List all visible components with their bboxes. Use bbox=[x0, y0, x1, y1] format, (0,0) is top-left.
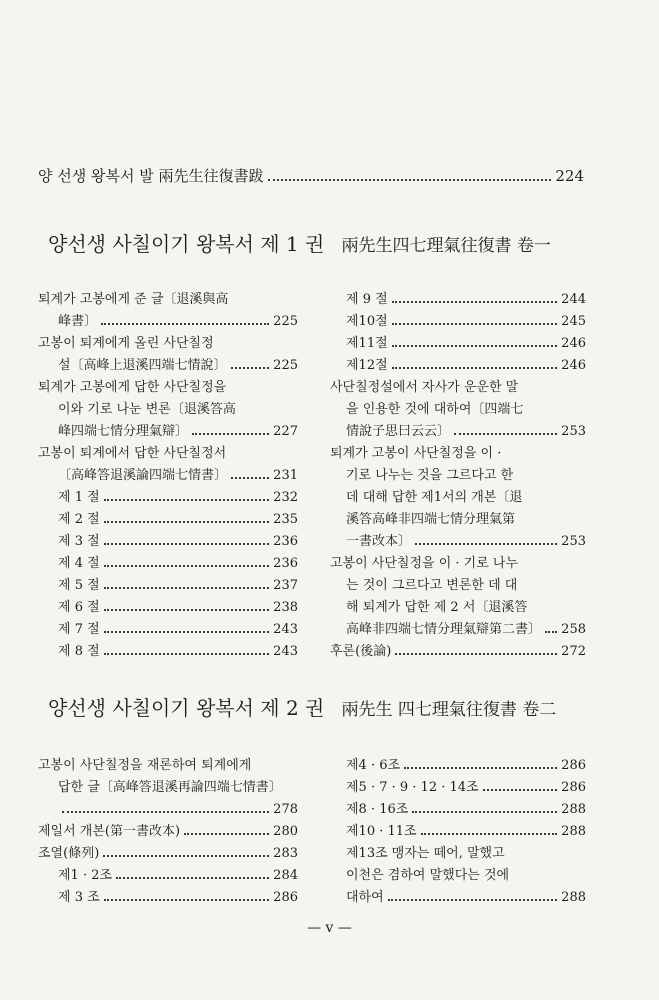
toc-section-entry bbox=[58, 532, 298, 552]
leader-dots bbox=[483, 789, 558, 791]
entry-page: 278 bbox=[273, 802, 298, 817]
leader-dots bbox=[395, 653, 557, 655]
toc-entry-line bbox=[346, 620, 586, 640]
entry-page: 237 bbox=[273, 578, 298, 593]
entry-page: 286 bbox=[561, 780, 586, 795]
toc-entry-line: 溪答高峰非四端七情分理氣第 bbox=[346, 512, 516, 527]
toc-entry-line: 사단칠정설에서 자사가 운운한 말 bbox=[330, 380, 519, 395]
toc-entry-line: 는 것이 그르다고 변론한 데 대 bbox=[346, 578, 518, 593]
toc-entry-line: 을 인용한 것에 대하여〔四端七 bbox=[346, 402, 524, 417]
volume-1-heading-cn: 兩先生四七理氣往復書 卷一 bbox=[341, 236, 551, 256]
toc-entry-line: 퇴계가 고봉에게 답한 사단칠정을 bbox=[38, 380, 227, 395]
toc-section-entry bbox=[346, 312, 586, 332]
entry-page: 225 bbox=[273, 358, 298, 373]
toc-entry-line bbox=[58, 356, 298, 376]
toc-section-entry bbox=[346, 800, 586, 820]
entry-page: 232 bbox=[273, 490, 298, 505]
toc-entry-line: 퇴계가 고봉이 사단칠정을 이 · bbox=[330, 446, 502, 461]
entry-page: 236 bbox=[273, 534, 298, 549]
entry-label: 제 6 절 bbox=[58, 600, 100, 615]
entry-label: 제10 · 11조 bbox=[346, 824, 417, 839]
entry-label: 조열(條列) bbox=[38, 846, 100, 861]
toc-entry-line bbox=[58, 422, 298, 442]
entry-label: 제5 · 7 · 9 · 12 · 14조 bbox=[346, 780, 479, 795]
entry-label: 제 9 절 bbox=[346, 292, 388, 307]
toc-entry-line: 답한 글〔高峰答退溪再論四端七情書〕 bbox=[58, 780, 282, 795]
toc-entry-preface bbox=[38, 165, 584, 187]
volume-2-heading bbox=[48, 692, 556, 721]
entry-page: 286 bbox=[273, 890, 298, 905]
leader-dots bbox=[62, 811, 269, 813]
leader-dots bbox=[103, 855, 269, 857]
toc-entry-line: 고봉이 사단칠정을 이 · 기로 나누 bbox=[330, 556, 519, 571]
entry-label: 峰四端七情分理氣辯〕 bbox=[58, 424, 189, 439]
entry-label: 제1 · 2조 bbox=[58, 868, 113, 883]
entry-page: 283 bbox=[273, 846, 298, 861]
toc-entry-line bbox=[346, 888, 586, 908]
entry-label: 제 2 절 bbox=[58, 512, 100, 527]
entry-page: 225 bbox=[273, 314, 298, 329]
entry-label: 제일서 개본(第一書改本) bbox=[38, 824, 181, 839]
entry-label: 제11절 bbox=[346, 336, 388, 351]
toc-section-entry bbox=[58, 888, 298, 908]
leader-dots bbox=[392, 323, 558, 325]
toc-section-entry bbox=[58, 866, 298, 886]
entry-label: 情說子思曰云云〕 bbox=[346, 424, 451, 439]
leader-dots bbox=[104, 499, 270, 501]
entry-page: 246 bbox=[561, 358, 586, 373]
toc-section-entry bbox=[58, 620, 298, 640]
toc-entry-line bbox=[58, 466, 298, 486]
leader-dots bbox=[412, 811, 557, 813]
entry-label: 高峰非四端七情分理氣辯第二書〕 bbox=[346, 622, 542, 637]
toc-section-entry bbox=[58, 510, 298, 530]
entry-page: 227 bbox=[273, 424, 298, 439]
entry-label: 一書改本〕 bbox=[346, 534, 412, 549]
leader-dots bbox=[392, 301, 558, 303]
entry-page: 231 bbox=[273, 468, 298, 483]
entry-page: 224 bbox=[555, 167, 584, 185]
toc-section-entry bbox=[58, 488, 298, 508]
leader-dots bbox=[545, 631, 557, 633]
toc-section-entry bbox=[346, 356, 586, 376]
leader-dots bbox=[454, 433, 557, 435]
leader-dots bbox=[104, 899, 270, 901]
volume-1-heading bbox=[48, 228, 551, 257]
toc-entry-line: 고봉이 사단칠정을 재론하여 퇴계에게 bbox=[38, 758, 252, 773]
toc-entry-line bbox=[58, 312, 298, 332]
entry-label: 〔高峰答退溪論四端七情書〕 bbox=[58, 468, 228, 483]
leader-dots bbox=[415, 543, 557, 545]
entry-label: 제 3 절 bbox=[58, 534, 100, 549]
entry-label: 제8 · 16조 bbox=[346, 802, 409, 817]
leader-dots bbox=[104, 653, 270, 655]
volume-2-heading-cn: 兩先生 四七理氣往復書 卷二 bbox=[341, 700, 557, 720]
leader-dots bbox=[104, 631, 270, 633]
entry-page: 246 bbox=[561, 336, 586, 351]
entry-label: 제 3 조 bbox=[58, 890, 100, 905]
entry-label: 제4 · 6조 bbox=[346, 758, 401, 773]
leader-dots bbox=[116, 877, 269, 879]
toc-entry-line bbox=[38, 844, 298, 864]
entry-page: 235 bbox=[273, 512, 298, 527]
entry-page: 272 bbox=[561, 644, 586, 659]
toc-section-entry bbox=[58, 598, 298, 618]
entry-label: 제 4 절 bbox=[58, 556, 100, 571]
leader-dots bbox=[104, 543, 270, 545]
leader-dots bbox=[104, 565, 270, 567]
toc-entry-line bbox=[38, 822, 298, 842]
entry-page: 288 bbox=[561, 802, 586, 817]
toc-entry-line: 해 퇴계가 답한 제 2 서〔退溪答 bbox=[346, 600, 528, 615]
toc-section-entry bbox=[58, 642, 298, 662]
toc-entry-line: 퇴계가 고봉에게 준 글〔退溪與高 bbox=[38, 292, 229, 307]
leader-dots bbox=[104, 521, 270, 523]
volume-1-heading-kr: 양선생 사칠이기 왕복서 제 1 권 bbox=[48, 232, 325, 256]
leader-dots bbox=[421, 833, 558, 835]
toc-section-entry bbox=[346, 756, 586, 776]
entry-label: 제10절 bbox=[346, 314, 388, 329]
entry-label: 양 선생 왕복서 발 兩先生往復書跋 bbox=[38, 167, 264, 185]
toc-entry-line: 데 대해 답한 제1서의 개본〔退 bbox=[346, 490, 523, 505]
toc-section-entry bbox=[58, 554, 298, 574]
entry-label: 제 7 절 bbox=[58, 622, 100, 637]
toc-entry-line: 이천은 겸하여 말했다는 것에 bbox=[346, 868, 510, 883]
entry-page: 245 bbox=[561, 314, 586, 329]
entry-page: 236 bbox=[273, 556, 298, 571]
toc-entry-line bbox=[346, 422, 586, 442]
entry-page: 258 bbox=[561, 622, 586, 637]
entry-page: 243 bbox=[273, 644, 298, 659]
leader-dots bbox=[104, 609, 270, 611]
leader-dots bbox=[388, 899, 557, 901]
leader-dots bbox=[404, 767, 557, 769]
entry-page: 280 bbox=[273, 824, 298, 839]
entry-page: 288 bbox=[561, 824, 586, 839]
leader-dots bbox=[231, 477, 269, 479]
entry-label: 제 1 절 bbox=[58, 490, 100, 505]
toc-section-entry bbox=[58, 576, 298, 596]
entry-page: 244 bbox=[561, 292, 586, 307]
entry-label: 제 5 절 bbox=[58, 578, 100, 593]
entry-label: 설〔高峰上退溪四端七情說〕 bbox=[58, 358, 227, 373]
toc-section-entry bbox=[346, 334, 586, 354]
entry-label: 제12절 bbox=[346, 358, 388, 373]
leader-dots bbox=[101, 323, 269, 325]
toc-entry-line: 제13조 맹자는 떼어, 말했고 bbox=[346, 846, 505, 861]
entry-page: 284 bbox=[273, 868, 298, 883]
entry-label: 후론(後論) bbox=[330, 644, 392, 659]
entry-page: 253 bbox=[561, 534, 586, 549]
entry-page: 238 bbox=[273, 600, 298, 615]
entry-page: 288 bbox=[561, 890, 586, 905]
toc-section-entry bbox=[346, 778, 586, 798]
leader-dots bbox=[392, 345, 558, 347]
leader-dots bbox=[104, 587, 270, 589]
entry-page: 286 bbox=[561, 758, 586, 773]
leader-dots bbox=[392, 367, 558, 369]
toc-section-entry bbox=[346, 822, 586, 842]
leader-dots bbox=[184, 833, 269, 835]
toc-section-entry bbox=[346, 290, 586, 310]
toc-entry-line: 이와 기로 나눈 변론〔退溪答高 bbox=[58, 402, 236, 417]
toc-entry-line bbox=[346, 532, 586, 552]
toc-entry-line: 고봉이 퇴계에서 답한 사단칠정서 bbox=[38, 446, 227, 461]
entry-page: 253 bbox=[561, 424, 586, 439]
toc-entry-line: 기로 나누는 것을 그르다고 한 bbox=[346, 468, 514, 483]
toc-entry-line: 고봉이 퇴계에게 올린 사단칠정 bbox=[38, 336, 214, 351]
page-number: — v — bbox=[307, 920, 352, 936]
entry-label: 제 8 절 bbox=[58, 644, 100, 659]
toc-entry-line bbox=[330, 642, 586, 662]
leader-dots bbox=[231, 367, 270, 369]
entry-page: 243 bbox=[273, 622, 298, 637]
entry-label: 대하여 bbox=[346, 890, 384, 905]
leader-dots bbox=[192, 433, 269, 435]
toc-entry-line bbox=[58, 800, 298, 820]
entry-label: 峰書〕 bbox=[58, 314, 98, 329]
volume-2-heading-kr: 양선생 사칠이기 왕복서 제 2 권 bbox=[48, 696, 325, 720]
leader-dots bbox=[268, 179, 552, 181]
